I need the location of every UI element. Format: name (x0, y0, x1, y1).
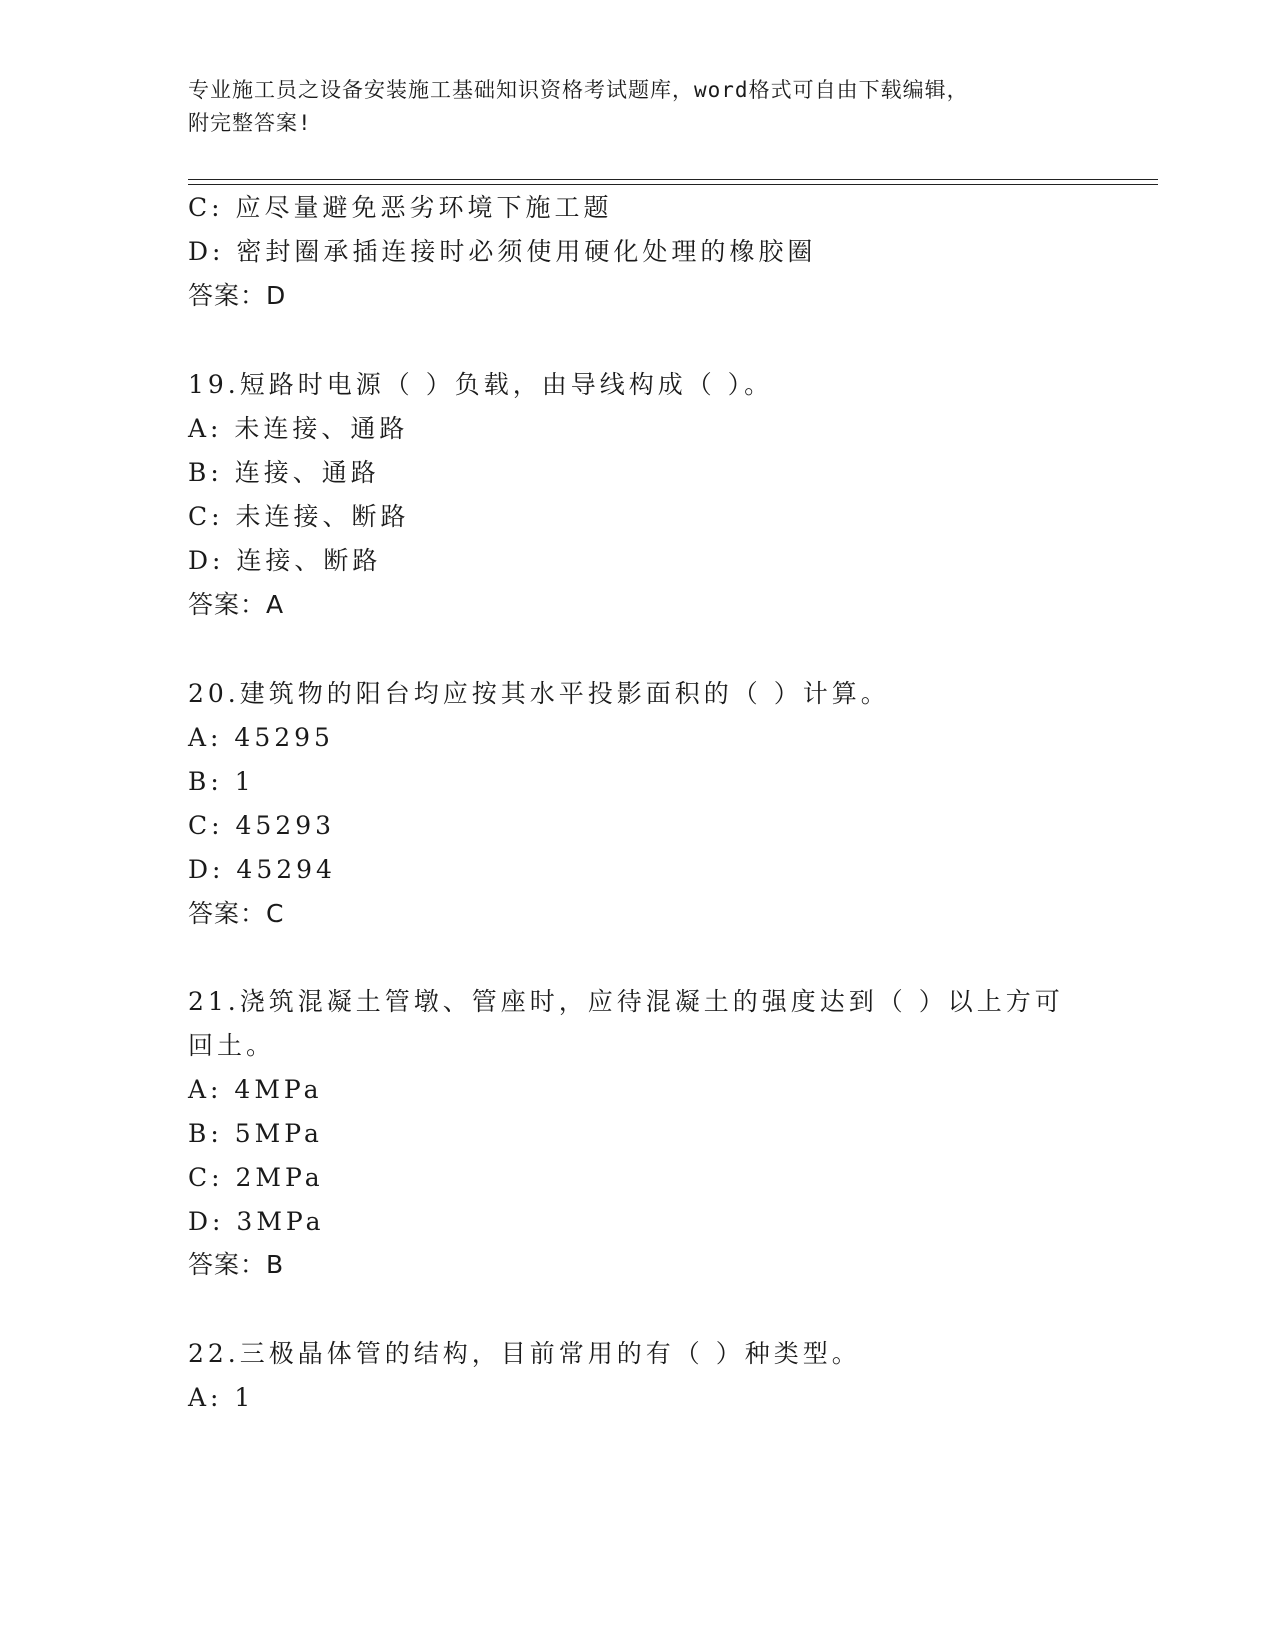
q20-option-d: D: 45294 (188, 855, 336, 884)
q21-option-d: D: 3MPa (188, 1207, 325, 1236)
q19-answer: 答案：A (188, 590, 285, 619)
q21-option-b: B: 5MPa (188, 1119, 323, 1148)
q22-option-a: A: 1 (188, 1383, 255, 1412)
q19-stem: 19.短路时电源（ ）负载，由导线构成（ ）。 (188, 370, 774, 399)
q20-option-a: A: 45295 (188, 723, 334, 752)
document-header (188, 74, 1088, 140)
q21-stem-continued: 回土。 (188, 1031, 276, 1060)
q20-option-c: C: 45293 (188, 811, 336, 840)
q18-option-d: D: 密封圈承插连接时必须使用硬化处理的橡胶圈 (188, 237, 817, 266)
header-line-1: 专业施工员之设备安装施工基础知识资格考试题库，word格式可自由下载编辑， (188, 78, 969, 102)
q19-option-d: D: 连接、断路 (188, 546, 382, 575)
q20-answer: 答案：C (188, 899, 285, 928)
q19-option-c: C: 未连接、断路 (188, 502, 410, 531)
q19-option-a: A: 未连接、通路 (188, 414, 409, 443)
q21-answer: 答案：B (188, 1250, 285, 1279)
q19-option-b: B: 连接、通路 (188, 458, 380, 487)
q21-stem: 21.浇筑混凝土管墩、管座时，应待混凝土的强度达到（ ）以上方可 (188, 987, 1064, 1016)
q18-option-c: C: 应尽量避免恶劣环境下施工题 (188, 193, 613, 222)
q20-stem: 20.建筑物的阳台均应按其水平投影面积的（ ）计算。 (188, 679, 890, 708)
header-divider-top (188, 179, 1158, 180)
header-divider-bottom (188, 184, 1158, 185)
q20-option-b: B: 1 (188, 767, 255, 796)
q18-answer: 答案：D (188, 281, 287, 310)
q21-option-c: C: 2MPa (188, 1163, 324, 1192)
q22-stem: 22.三极晶体管的结构，目前常用的有（ ）种类型。 (188, 1339, 861, 1368)
q21-option-a: A: 4MPa (188, 1075, 323, 1104)
header-line-2: 附完整答案! (188, 111, 312, 135)
